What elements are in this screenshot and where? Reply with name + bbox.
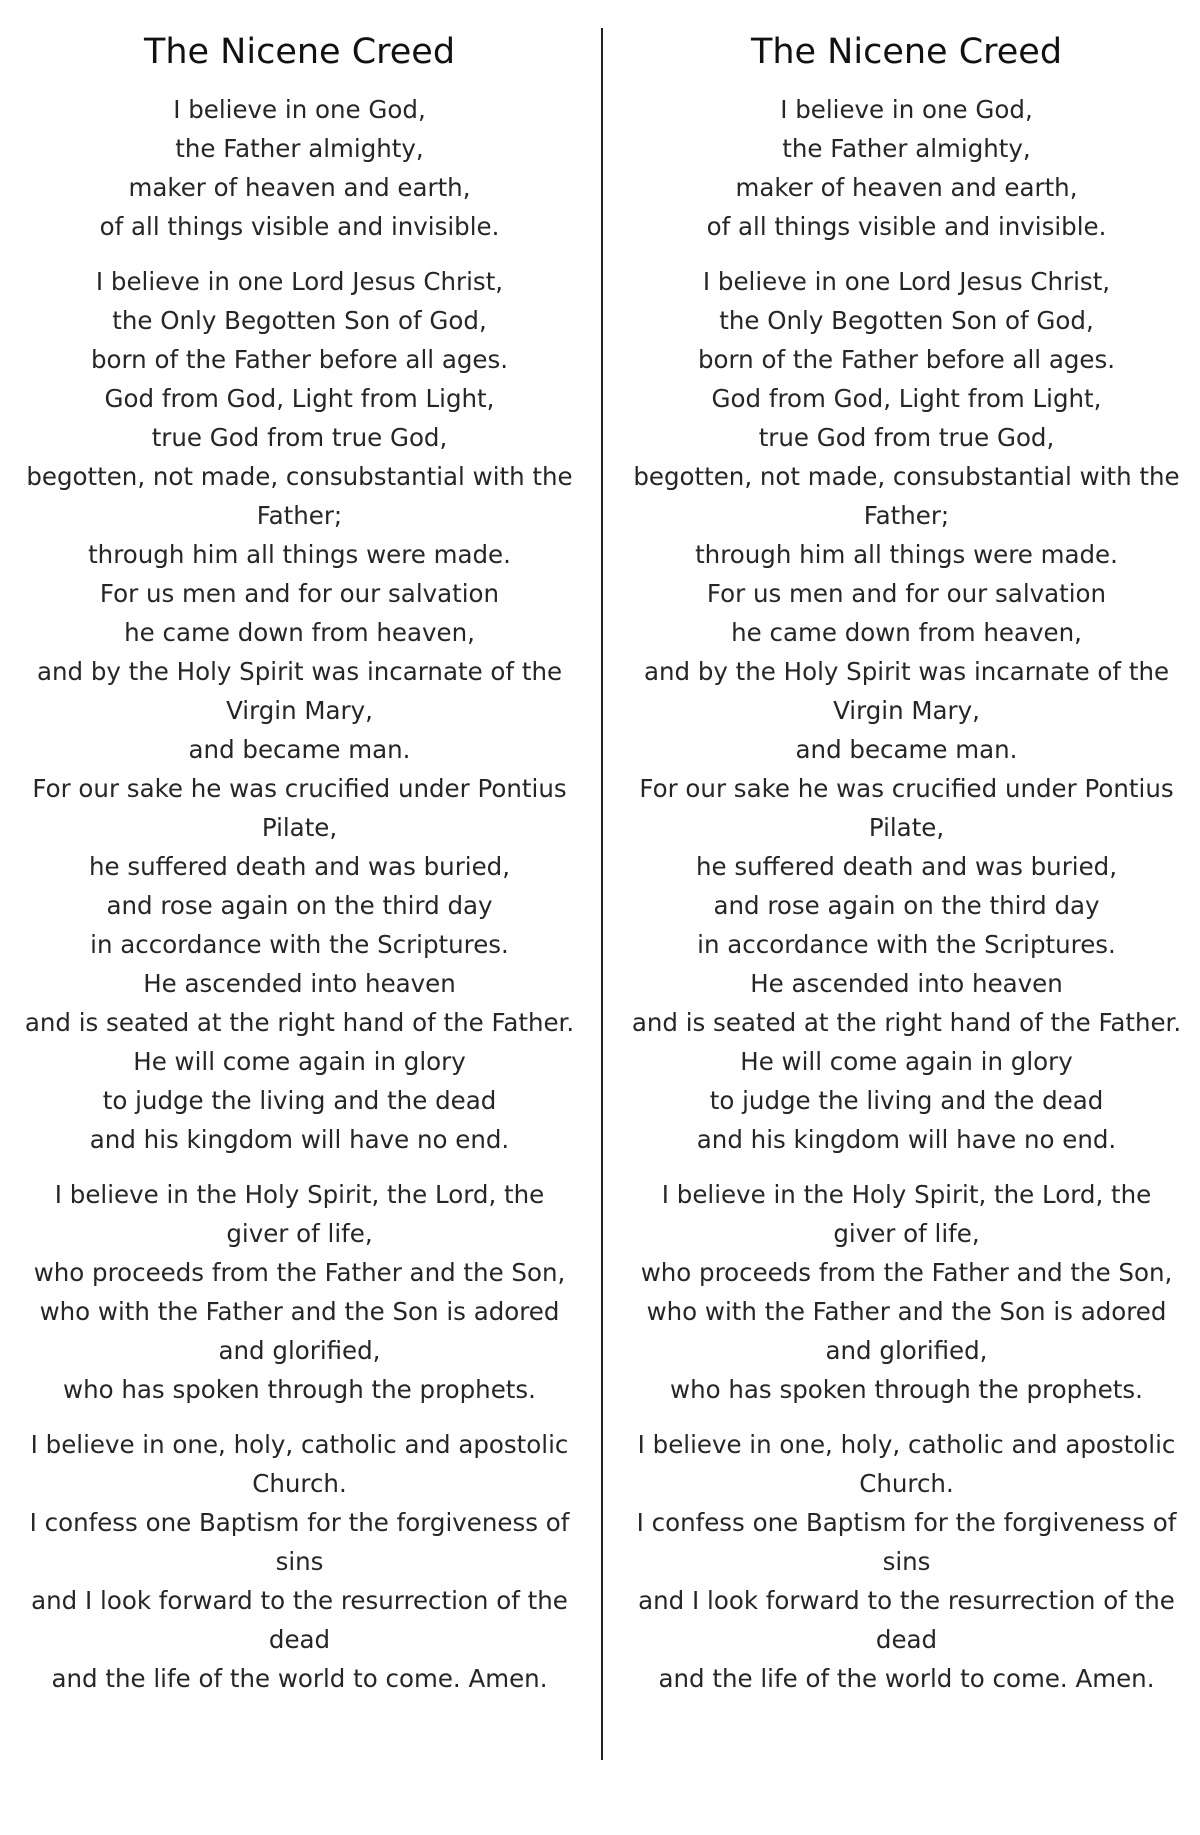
creed-title: The Nicene Creed: [143, 32, 456, 72]
creed-line: who with the Father and the Son is adored and glorified,: [39, 1297, 560, 1365]
creed-line: and rose again on the third day: [713, 891, 1100, 920]
creed-stanza-spirit: [22, 1175, 577, 1409]
creed-stanza-father: [629, 90, 1184, 246]
creed-line: he came down from heaven,: [124, 618, 475, 647]
creed-line: the Father almighty,: [782, 134, 1031, 163]
creed-line: and became man.: [188, 735, 411, 764]
creed-stanza-son: [22, 262, 577, 1159]
creed-line: begotten, not made, consubstantial with the Father;: [633, 462, 1180, 530]
creed-line: and is seated at the right hand of the Father.: [631, 1008, 1182, 1037]
creed-line: He will come again in glory: [133, 1047, 466, 1076]
creed-line: of all things visible and invisible.: [99, 212, 500, 241]
creed-line: the Father almighty,: [175, 134, 424, 163]
creed-line: For us men and for our salvation: [706, 579, 1107, 608]
creed-line: to judge the living and the dead: [102, 1086, 497, 1115]
creed-line: maker of heaven and earth,: [128, 173, 471, 202]
creed-line: who with the Father and the Son is adored and glorified,: [646, 1297, 1167, 1365]
creed-line: I confess one Baptism for the forgiveness of sins: [29, 1508, 570, 1576]
creed-line: true God from true God,: [758, 423, 1055, 452]
creed-line: and I look forward to the resurrection of the dead: [31, 1586, 568, 1654]
creed-line: He ascended into heaven: [143, 969, 456, 998]
creed-title: The Nicene Creed: [750, 32, 1063, 72]
creed-line: true God from true God,: [151, 423, 448, 452]
creed-line: I confess one Baptism for the forgiveness of sins: [636, 1508, 1177, 1576]
creed-line: and is seated at the right hand of the Father.: [24, 1008, 575, 1037]
creed-line: I believe in one Lord Jesus Christ,: [95, 267, 504, 296]
creed-line: through him all things were made.: [88, 540, 511, 569]
creed-stanza-son: [629, 262, 1184, 1159]
creed-line: and by the Holy Spirit was incarnate of the Virgin Mary,: [643, 657, 1170, 725]
creed-line: and his kingdom will have no end.: [89, 1125, 510, 1154]
creed-line: I believe in one God,: [173, 95, 426, 124]
creed-line: I believe in the Holy Spirit, the Lord, the giver of life,: [661, 1180, 1152, 1248]
creed-line: the Only Begotten Son of God,: [112, 306, 487, 335]
creed-line: For our sake he was crucified under Pontius Pilate,: [32, 774, 567, 842]
creed-line: he suffered death and was buried,: [89, 852, 510, 881]
creed-line: God from God, Light from Light,: [711, 384, 1102, 413]
creed-line: who has spoken through the prophets.: [63, 1375, 536, 1404]
creed-stanza-father: [22, 90, 577, 246]
creed-line: who proceeds from the Father and the Son,: [640, 1258, 1173, 1287]
creed-line: and by the Holy Spirit was incarnate of the Virgin Mary,: [36, 657, 563, 725]
creed-line: and the life of the world to come. Amen.: [658, 1664, 1155, 1693]
creed-column-left: [22, 28, 577, 1714]
creed-line: in accordance with the Scriptures.: [697, 930, 1116, 959]
creed-stanza-church: [629, 1425, 1184, 1698]
creed-line: he suffered death and was buried,: [696, 852, 1117, 881]
creed-line: who proceeds from the Father and the Son,: [33, 1258, 566, 1287]
creed-line: maker of heaven and earth,: [735, 173, 1078, 202]
creed-line: and rose again on the third day: [106, 891, 493, 920]
creed-line: of all things visible and invisible.: [706, 212, 1107, 241]
creed-line: For us men and for our salvation: [99, 579, 500, 608]
creed-line: and I look forward to the resurrection of the dead: [638, 1586, 1175, 1654]
creed-line: and his kingdom will have no end.: [696, 1125, 1117, 1154]
creed-line: begotten, not made, consubstantial with the Father;: [26, 462, 573, 530]
creed-line: the Only Begotten Son of God,: [719, 306, 1094, 335]
creed-line: I believe in one, holy, catholic and apostolic Church.: [637, 1430, 1176, 1498]
creed-line: God from God, Light from Light,: [104, 384, 495, 413]
creed-line: I believe in one, holy, catholic and apostolic Church.: [30, 1430, 569, 1498]
creed-stanza-church: [22, 1425, 577, 1698]
creed-line: He ascended into heaven: [750, 969, 1063, 998]
creed-stanza-spirit: [629, 1175, 1184, 1409]
creed-line: and the life of the world to come. Amen.: [51, 1664, 548, 1693]
creed-line: through him all things were made.: [695, 540, 1118, 569]
creed-line: I believe in one God,: [780, 95, 1033, 124]
creed-line: to judge the living and the dead: [709, 1086, 1104, 1115]
creed-line: who has spoken through the prophets.: [670, 1375, 1143, 1404]
creed-line: He will come again in glory: [740, 1047, 1073, 1076]
creed-line: he came down from heaven,: [731, 618, 1082, 647]
column-divider: [601, 28, 603, 1760]
creed-line: born of the Father before all ages.: [90, 345, 509, 374]
creed-line: in accordance with the Scriptures.: [90, 930, 509, 959]
creed-column-right: [629, 28, 1184, 1714]
creed-line: and became man.: [795, 735, 1018, 764]
creed-line: I believe in the Holy Spirit, the Lord, the giver of life,: [54, 1180, 545, 1248]
creed-line: For our sake he was crucified under Pontius Pilate,: [639, 774, 1174, 842]
creed-line: born of the Father before all ages.: [697, 345, 1116, 374]
creed-line: I believe in one Lord Jesus Christ,: [702, 267, 1111, 296]
